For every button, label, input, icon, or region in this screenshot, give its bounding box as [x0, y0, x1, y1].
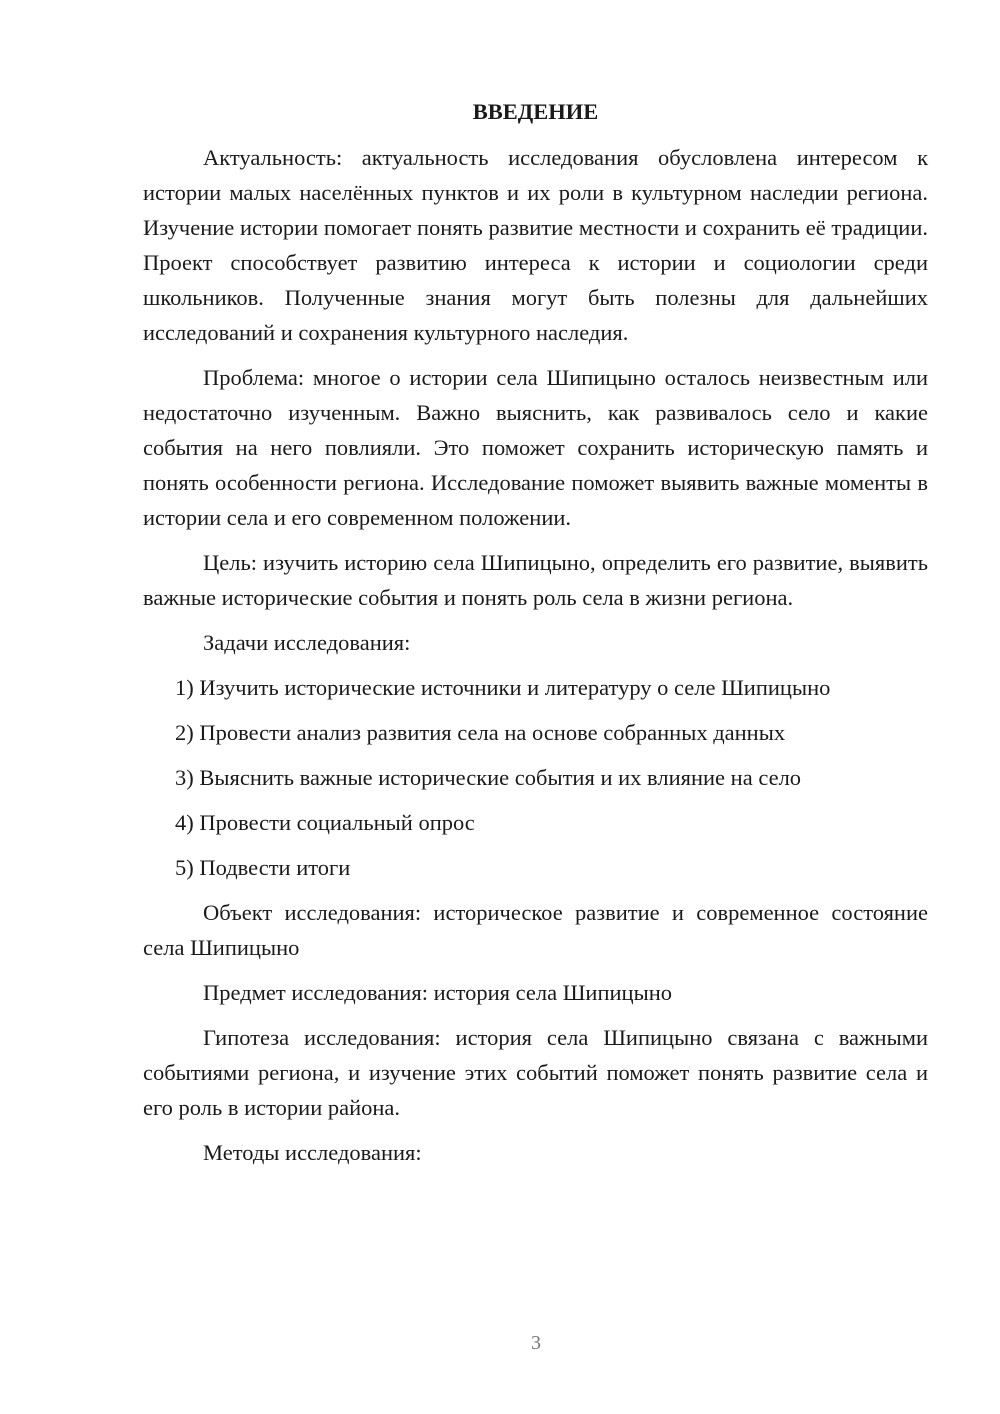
list-item: 2) Провести анализ развития села на основе собранных данных	[175, 720, 786, 745]
subject-paragraph: Предмет исследования: история села Шипицыно	[203, 980, 673, 1005]
section-title: ВВЕДЕНИЕ	[472, 99, 599, 124]
hypothesis-paragraph: Гипотеза исследования: история села Шипицыно связана с важными событиями региона, и изучение этих событий поможет понять развитие села и его роль в истории района.	[143, 1025, 928, 1120]
problem-paragraph: Проблема: многое о истории села Шипицыно осталось неизвестным или недостаточно изученным. Важно выяснить, как развивалось село и какие события на него повлияли. Это поможет сохранить историческую память и понять особенности региона. Исследование поможет выявить важные моменты в истории села и его современном положении.	[143, 365, 928, 530]
tasks-heading: Задачи исследования:	[203, 630, 411, 655]
list-item: 4) Провести социальный опрос	[175, 810, 475, 835]
goal-paragraph: Цель: изучить историю села Шипицыно, определить его развитие, выявить важные исторические события и понять роль села в жизни региона.	[143, 550, 928, 610]
task-list	[143, 670, 928, 885]
methods-heading: Методы исследования:	[203, 1140, 422, 1165]
page-number: 3	[531, 1332, 541, 1354]
document-page	[143, 94, 928, 1180]
relevance-paragraph: Актуальность: актуальность исследования обусловлена интересом к истории малых населённых пунктов и их роли в культурном наследии региона. Изучение истории помогает понять развитие местности и сохранить её традиции. Проект способствует развитию интереса к истории и социологии среди школьников. Полученные знания могут быть полезны для дальнейших исследований и сохранения культурного наследия.	[143, 145, 928, 345]
object-paragraph: Объект исследования: историческое развитие и современное состояние села Шипицыно	[143, 900, 928, 960]
list-item: 1) Изучить исторические источники и литературу о селе Шипицыно	[175, 675, 831, 700]
list-item: 3) Выяснить важные исторические события и их влияние на село	[175, 765, 802, 790]
list-item: 5) Подвести итоги	[175, 855, 351, 880]
